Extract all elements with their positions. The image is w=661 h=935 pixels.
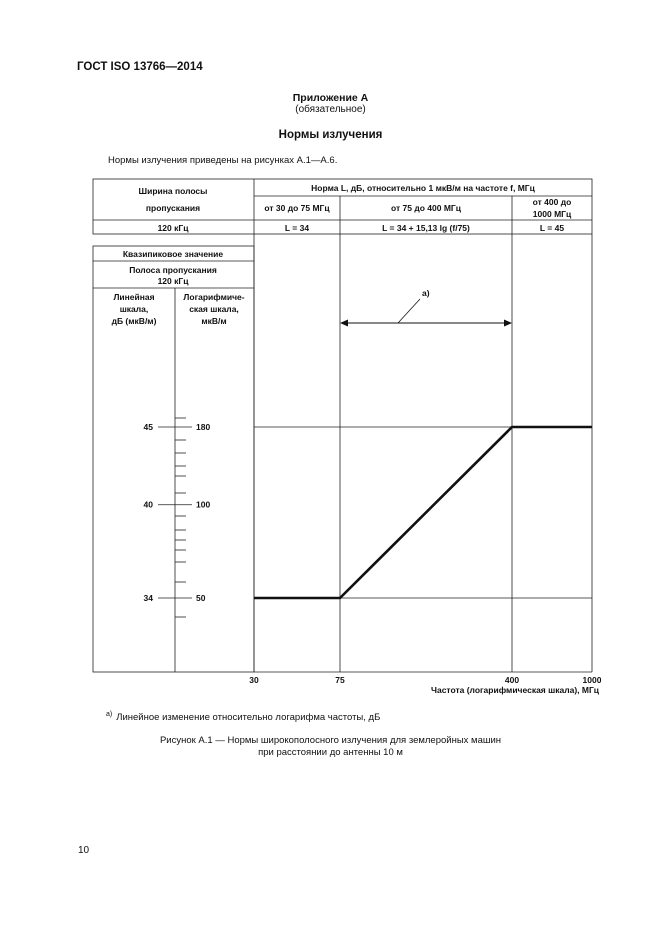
log-tick-label-50: 50 (196, 593, 206, 603)
table-band-1: от 30 до 75 МГц (264, 203, 330, 213)
panel-bandwidth-line1: Полоса пропускания (129, 265, 217, 275)
caption-line1: Рисунок А.1 — Нормы широкополосного излучения для землеройных машин (159, 735, 502, 746)
table-col1-header-2: пропускания (145, 203, 201, 213)
table-band-2: от 75 до 400 МГц (391, 203, 461, 213)
linear-tick-label-45: 45 (143, 422, 153, 432)
table-col1-header-1: Ширина полосы (138, 186, 208, 196)
series-line-0 (254, 427, 592, 598)
panel-bandwidth-line2: 120 кГц (157, 276, 189, 286)
log-scale-line1: Логарифмиче- (183, 292, 245, 302)
caption-line2: при расстоянии до антенны 10 м (258, 747, 403, 758)
quasi-peak-label: Квазипиковое значение (122, 249, 224, 259)
annotation-label: a) (422, 288, 430, 298)
page-number: 10 (78, 845, 90, 856)
table-band-3-line1: от 400 до (532, 197, 572, 207)
scale-labels (144, 422, 211, 603)
plot-frame (254, 234, 592, 672)
x-tick-label-30: 30 (249, 675, 259, 685)
annotation-layer (340, 288, 512, 327)
linear-tick-label-34: 34 (143, 593, 153, 603)
x-tick-label-1000: 1000 (582, 675, 602, 685)
linear-scale-line1: Линейная (113, 292, 155, 302)
x-tick-label-75: 75 (335, 675, 345, 685)
section-title: Нормы излучения (278, 129, 383, 141)
intro-text: Нормы излучения приведены на рисунках А.1—А.6. (108, 155, 338, 166)
x-tick-labels (249, 675, 601, 685)
footnote (106, 711, 380, 723)
log-tick-label-180: 180 (196, 422, 211, 432)
table-norm-header: Норма L, дБ, относительно 1 мкВ/м на частоте f, МГц (311, 183, 535, 193)
footnote-marker: а) (106, 711, 113, 718)
x-axis-label: Частота (логарифмическая шкала), МГц (431, 685, 599, 695)
log-tick-label-100: 100 (196, 499, 211, 510)
log-scale-line3: мкВ/м (201, 316, 227, 326)
table-formula-2: L = 34 + 15,13 lg (f/75) (382, 223, 470, 233)
linear-scale-line3: дБ (мкВ/м) (111, 316, 157, 326)
series-layer (254, 427, 592, 598)
document-code: ГОСТ ISO 13766—2014 (77, 61, 203, 73)
linear-tick-label-40: 40 (143, 499, 153, 510)
log-scale-line2: ская шкала, (189, 304, 239, 314)
linear-scale-line2: шкала, (119, 304, 149, 314)
table-band-3-line2: 1000 МГц (532, 209, 572, 219)
annotation-leader (398, 299, 420, 323)
table-formula-1: L = 34 (284, 223, 310, 233)
annex-status: (обязательное) (295, 104, 366, 115)
x-tick-label-400: 400 (504, 675, 520, 685)
annex-title: Приложение А (292, 92, 369, 104)
table-formula-3: L = 45 (539, 223, 565, 233)
annotation-arrowhead-left (340, 320, 348, 327)
annotation-arrowhead-right (504, 320, 512, 327)
table-bandwidth-value: 120 кГц (157, 223, 189, 233)
footnote-text: Линейное изменение относительно логарифма частоты, дБ (116, 712, 381, 724)
